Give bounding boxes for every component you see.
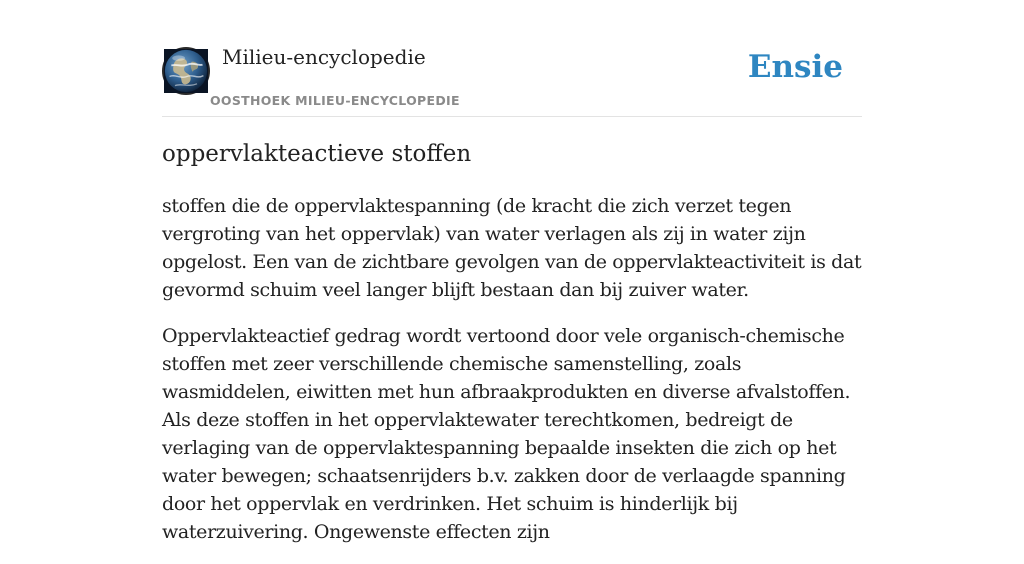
- article-paragraph: stoffen die de oppervlaktespanning (de kracht die zich verzet tegen vergroting van het oppervlak) van water verlagen als zij in water zijn opgelost. Een van de zichtbare gevolgen van de oppervlakteactiviteit is dat gevormd schuim veel langer blijft bestaan dan bij zuiver water.: [162, 195, 862, 301]
- brand-logo[interactable]: Ensie: [747, 49, 843, 85]
- earth-globe-icon[interactable]: [162, 47, 210, 95]
- site-header: [162, 0, 862, 117]
- article: [162, 138, 862, 564]
- article-term: oppervlakteactieve stoffen: [162, 141, 472, 167]
- site-subtitle[interactable]: OOSTHOEK MILIEU-ENCYCLOPEDIE: [210, 93, 460, 108]
- article-paragraph: Oppervlakteactief gedrag wordt vertoond door vele organisch-chemische stoffen met zeer verschillende chemische samenstelling, zoals wasmiddelen, eiwitten met hun afbraakprodukten en diverse afvalstoffen. Als deze stoffen in het oppervlaktewater terechtkomen, bedreigt de verlaging van de oppervlaktespanning bepaalde insekten die zich op het water bewegen; schaatsenrijders b.v. zakken door de verlaagde spanning door het oppervlak en verdrinken. Het schuim is hinderlijk bij waterzuivering. Ongewenste effecten zijn: [162, 325, 851, 543]
- site-title[interactable]: Milieu-encyclopedie: [222, 45, 426, 69]
